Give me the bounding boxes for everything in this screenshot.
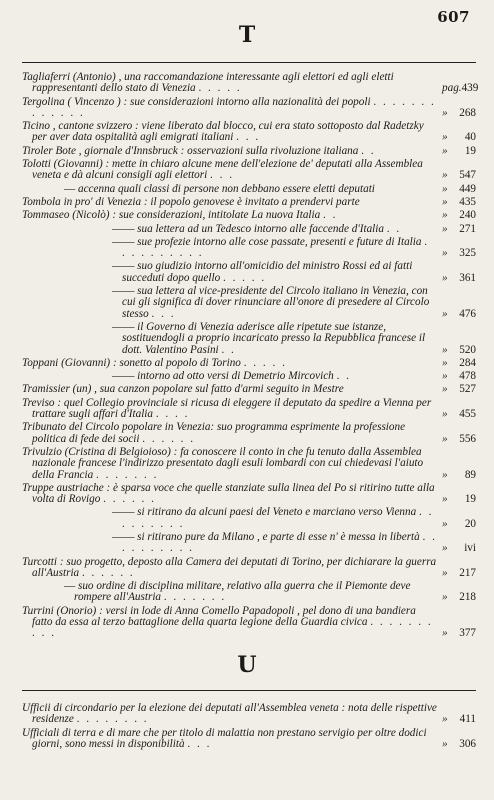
index-entries-t	[22, 71, 479, 642]
entry-description: : sue considerazioni intorno alla nazionalità dei popoli	[123, 95, 371, 108]
page-reference	[438, 592, 476, 603]
entry-text	[22, 483, 438, 506]
entry-dash: —	[64, 182, 76, 195]
page-ref-number: 435	[459, 195, 476, 208]
page-reference	[438, 714, 476, 725]
page-ref-number: ivi	[464, 542, 476, 555]
page-reference	[438, 371, 476, 382]
entry-dash: ——	[112, 260, 135, 273]
page-ref-number: 268	[459, 106, 476, 119]
page-ref-number: 556	[459, 432, 476, 445]
entry-description: : versi in lode di Anna Comello Papadopoli , pel dono di una bandiera fatto da essa al terzo battaglione della quarta legione della Guardia civica	[32, 604, 416, 629]
page-ref-number: 449	[459, 182, 476, 195]
entry-text	[22, 159, 438, 182]
page-mark: »	[442, 271, 448, 284]
page-mark: »	[442, 370, 448, 383]
index-entries-u	[22, 703, 476, 752]
index-entry	[22, 447, 476, 481]
page-ref-number: 325	[459, 247, 476, 260]
page-mark: »	[442, 432, 448, 445]
entry-description: : suo progetto, deposto alla Camera dei deputati di Torino, per dichiarare la guerra all'Austria	[32, 555, 437, 579]
page-ref-number: 361	[459, 271, 476, 284]
page-reference	[438, 628, 476, 639]
page-reference	[438, 309, 476, 320]
leader-dots: . . . .	[155, 408, 190, 421]
page-mark: »	[442, 383, 448, 396]
entry-text	[22, 447, 438, 481]
page-ref-number: 377	[459, 627, 476, 640]
entry-heading: Turrini (Onorio)	[22, 604, 97, 617]
entry-description: , giornale d'Innsbruck : osservazioni sulla rivoluzione italiana	[78, 144, 359, 157]
leader-dots: . . . . . .	[142, 432, 196, 445]
entry-text	[22, 72, 438, 95]
page-mark: »	[442, 737, 448, 750]
entry-heading: Tagliaferri (Antonio)	[22, 71, 116, 83]
entry-description: sue profezie intorno alle cose passate, presenti e future di Italia	[137, 235, 422, 248]
page-mark: »	[442, 343, 448, 356]
leader-dots: . . . . . . . . . . . . .	[32, 95, 436, 119]
page-mark: »	[442, 131, 448, 144]
section-letter-t: T	[238, 22, 256, 48]
page-reference	[438, 248, 476, 259]
page-ref-number: 40	[464, 131, 476, 144]
index-entry	[22, 97, 476, 120]
entry-text	[22, 422, 438, 445]
leader-dots: . . . . . . .	[163, 591, 227, 604]
entry-text	[22, 371, 438, 382]
page-mark: »	[442, 247, 448, 260]
page-ref-number: 520	[459, 343, 476, 356]
entry-heading: Tergolina ( Vincenzo )	[22, 95, 121, 108]
index-entry	[22, 261, 476, 284]
page-ref-number: 455	[459, 408, 476, 421]
leader-dots: . . . . . .	[81, 566, 135, 579]
page-reference	[438, 494, 476, 505]
page-reference	[438, 358, 476, 369]
entry-dash: ——	[112, 370, 135, 383]
entry-description: , una raccomandazione interessante agli elettori ed agli eletti rappresentanti dello stato di Venezia	[32, 71, 394, 95]
page-reference	[438, 146, 476, 157]
index-entry	[22, 532, 476, 555]
leader-dots: . .	[386, 222, 402, 235]
entry-heading: Tolotti (Giovanni)	[22, 158, 103, 171]
page-mark: »	[442, 222, 448, 235]
entry-text	[22, 728, 438, 751]
entry-dash: ——	[112, 506, 135, 519]
entry-description: : è sparsa voce che quelle stanziate sulla linea del Po si ritirino tutte alla volta di Rovigo	[32, 481, 435, 506]
page-ref-number: 547	[459, 169, 476, 182]
page-ref-number: 19	[464, 144, 476, 157]
entry-description: in pro' di Venezia : il popolo genovese è invitato a prendervi parte	[63, 195, 360, 208]
leader-dots: . . . . .	[243, 356, 287, 369]
leader-dots: . . . . . . . . . .	[32, 616, 433, 640]
leader-dots: . . .	[151, 307, 176, 320]
entry-text	[22, 224, 438, 235]
page-reference	[438, 184, 476, 195]
entry-dash: ——	[112, 285, 135, 298]
page-mark: »	[442, 307, 448, 320]
entry-heading: Ufficiali	[22, 726, 60, 739]
index-entry	[22, 557, 476, 580]
entry-text	[22, 581, 438, 604]
page-ref-number: 411	[459, 713, 476, 726]
page-ref-number: 439	[461, 82, 479, 95]
index-entry	[22, 398, 476, 421]
page-mark: »	[442, 493, 448, 506]
entry-dash: —	[64, 580, 76, 593]
page-mark: »	[442, 195, 448, 208]
entry-description: del Circolo popolare in Venezia: suo programma esprimente la professione politica di fede dei socii	[32, 421, 406, 445]
entry-description: sua lettera ad un Tedesco intorno alle faccende d'Italia	[137, 222, 384, 235]
entry-description: , sua canzon popolare sul fatto d'armi seguito in Mestre	[94, 383, 344, 396]
section-rule	[22, 690, 476, 691]
page-reference	[438, 568, 476, 579]
entry-description: il Governo di Venezia aderisce alle ripetute sue istanze, sostituendogli a proprio incaricato presso la Repubblica francese il dott. Valentino Pasini	[122, 320, 426, 356]
entry-heading: Tiroler Bote	[22, 144, 76, 157]
page-mark: »	[442, 408, 448, 421]
page-mark: »	[442, 542, 448, 555]
entry-dash: ——	[112, 235, 135, 248]
index-entry	[22, 71, 479, 95]
page-ref-number: 476	[459, 307, 476, 320]
leader-dots: . . .	[236, 131, 261, 144]
entry-text	[22, 237, 438, 260]
page-mark: »	[442, 713, 448, 726]
entry-description: si ritirano da alcuni paesi del Veneto e marciano verso Vienna	[137, 506, 417, 519]
index-entry	[22, 146, 476, 157]
page-reference	[438, 409, 476, 420]
index-entry	[22, 483, 476, 506]
leader-dots: . . . . . . . . . .	[122, 530, 437, 555]
page-mark: »	[442, 356, 448, 369]
page-mark: »	[442, 566, 448, 579]
entry-description: di circondario per la elezione dei deputati all'Assemblea veneta : nota delle rispettive residenze	[32, 702, 437, 726]
entry-description: sua lettera al vice-presidente del Circolo italiano in Venezia, con cui gli significa di dover rinunciare all'onore di presedere al Circolo stesso	[122, 285, 430, 320]
index-entry	[22, 322, 476, 356]
entry-heading: Truppe austriache	[22, 481, 104, 494]
entry-description: intorno ad otto versi di Demetrio Mircovich	[137, 370, 334, 383]
entry-description: : sonetto al popolo di Torino	[112, 356, 241, 369]
leader-dots: . . . . . . . . . .	[122, 235, 430, 260]
page-ref-number: 19	[464, 493, 476, 506]
page-mark: »	[442, 106, 448, 119]
leader-dots: . . . . . . . . .	[122, 506, 434, 530]
page-reference	[438, 470, 476, 481]
index-entry	[22, 358, 476, 369]
entry-description: : fa conoscere il conto in che fu tenuto dalla Assemblea nazionale francese l'indirizzo presentato dagli esuli lombardi con cui chiedevasi l'aiuto della Francia	[32, 445, 424, 481]
page-reference	[438, 224, 476, 235]
index-entry	[22, 422, 476, 445]
page-reference	[438, 384, 476, 395]
index-entry	[22, 210, 476, 221]
entry-heading: Turcotti	[22, 555, 58, 568]
index-entry	[22, 224, 476, 235]
page-ref-number: 284	[459, 356, 476, 369]
entry-text	[22, 146, 438, 157]
entry-heading: Tombola	[22, 195, 61, 208]
index-entry	[22, 197, 476, 208]
entry-heading: Trivulzio (Cristina di Belgioioso)	[22, 445, 171, 458]
entry-text	[22, 384, 438, 395]
entry-text	[22, 557, 438, 580]
leader-dots: . . . . . . .	[96, 468, 159, 481]
page-reference	[438, 519, 476, 530]
entry-description: accenna quali classi di persone non debbano essere eletti deputati	[77, 182, 375, 195]
page-number: 607	[437, 8, 470, 26]
section-rule	[22, 62, 476, 63]
entry-text	[22, 210, 438, 221]
page-ref-number: 527	[459, 383, 476, 396]
page-reference	[438, 273, 476, 284]
entry-description: si ritirano pure da Milano , e parte di esse n' è messa in libertà	[137, 530, 420, 543]
index-entry	[22, 371, 476, 382]
entry-text	[22, 184, 438, 195]
entry-heading: Tommaseo (Nicolò)	[22, 209, 110, 222]
page-ref-number: 218	[459, 591, 476, 604]
entry-dash: ——	[112, 530, 135, 543]
entry-text	[22, 322, 438, 356]
entry-heading: Treviso	[22, 396, 55, 409]
page-reference	[438, 132, 476, 143]
page-mark: pag.	[442, 82, 462, 95]
entry-description: : mette in chiaro alcune mene dell'elezione de' deputati alla Assemblea veneta e dà alcuni consigli agli elettori	[32, 158, 423, 182]
page-reference	[438, 82, 479, 95]
page-reference	[438, 739, 476, 750]
entry-text	[22, 286, 438, 320]
page-reference	[438, 543, 476, 554]
index-entry	[22, 703, 476, 726]
index-entry	[22, 606, 476, 640]
page-reference	[438, 345, 476, 356]
entry-heading: Tribunato	[22, 421, 67, 434]
leader-dots: . . .	[187, 737, 212, 750]
entry-text	[22, 358, 438, 369]
page-reference	[438, 197, 476, 208]
entry-description: di terra e di mare che per titolo di malattia non prestano servigio per oltre dodici giorni, sono messi in disponibilità	[32, 726, 427, 750]
index-entry	[22, 286, 476, 320]
leader-dots: . .	[361, 144, 376, 157]
page-mark: »	[442, 209, 448, 222]
entry-description: : sue considerazioni, intitolate La nuova Italia	[112, 209, 321, 222]
page-mark: »	[442, 468, 448, 481]
entry-description: : quel Collegio provinciale si ricusa di eleggere il deputato da spedire a Vienna per trattare sugli affari d'Italia	[32, 396, 432, 421]
page-ref-number: 89	[464, 468, 476, 481]
leader-dots: . . . . .	[222, 271, 267, 284]
leader-dots: . .	[336, 370, 351, 383]
index-entry	[22, 581, 476, 604]
index-entry	[22, 728, 476, 751]
page-reference	[438, 210, 476, 221]
page-ref-number: 240	[459, 209, 476, 222]
leader-dots: . .	[221, 343, 236, 356]
page-reference	[438, 170, 476, 181]
entry-text	[22, 121, 438, 144]
section-letter-u: U	[237, 652, 257, 678]
index-entry	[22, 384, 476, 395]
index-entry	[22, 159, 476, 182]
page-mark: »	[442, 517, 448, 530]
entry-text	[22, 97, 438, 120]
index-entry	[22, 121, 476, 144]
page-ref-number: 306	[459, 737, 476, 750]
leader-dots: . . . . . . . .	[76, 713, 149, 726]
entry-heading: Toppani (Giovanni)	[22, 356, 111, 369]
entry-dash: ——	[112, 320, 135, 333]
entry-text	[22, 606, 438, 640]
entry-description: suo ordine di disciplina militare, relativo alla guerra che il Piemonte deve rompere all'Austria	[74, 580, 411, 604]
leader-dots: . . .	[210, 169, 235, 182]
leader-dots: . .	[323, 209, 338, 222]
entry-text	[22, 197, 438, 208]
entry-text	[22, 398, 438, 421]
entry-description: suo giudizio intorno all'omicidio del ministro Rossi ed ai fatti succeduti dopo quello	[122, 260, 413, 284]
page-reference	[438, 108, 476, 119]
entry-description: , cantone svizzero : viene liberato dal blocco, cui era stato sottoposto dal Radetzky per aver data ospitalità agli emigrati italiani	[32, 120, 424, 144]
entry-text	[22, 507, 438, 530]
entry-dash: ——	[112, 222, 135, 235]
page-mark: »	[442, 627, 448, 640]
page-ref-number: 217	[459, 566, 476, 579]
page-ref-number: 271	[459, 222, 476, 235]
index-entry	[22, 507, 476, 530]
entry-heading: Ticino	[22, 120, 50, 133]
index-entry	[22, 184, 476, 195]
entry-heading: Ufficii	[22, 702, 51, 714]
entry-text	[22, 703, 438, 726]
entry-text	[22, 261, 438, 284]
page-ref-number: 478	[459, 370, 476, 383]
page-reference	[438, 434, 476, 445]
entry-heading: Tramissier (un)	[22, 383, 92, 396]
leader-dots: . . . . .	[198, 82, 242, 95]
entry-text	[22, 532, 438, 555]
page-ref-number: 20	[464, 517, 476, 530]
page-mark: »	[442, 144, 448, 157]
page-mark: »	[442, 182, 448, 195]
page-mark: »	[442, 591, 448, 604]
leader-dots: . . . . . .	[103, 493, 156, 506]
index-entry	[22, 237, 476, 260]
page-mark: »	[442, 169, 448, 182]
